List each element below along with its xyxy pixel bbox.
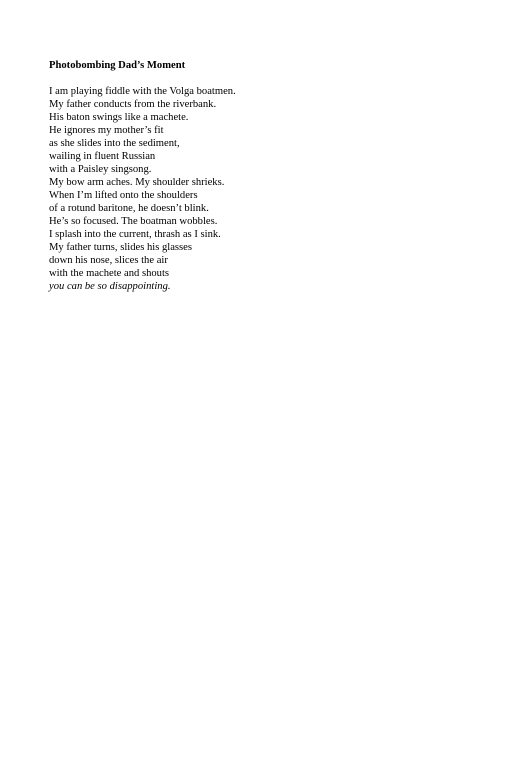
poem-line: I splash into the current, thrash as I sink. [49, 229, 221, 240]
poem-line: He’s so focused. The boatman wobbles. [49, 216, 218, 227]
poem-closing-line: you can be so disappointing. [49, 281, 171, 292]
poem-line: His baton swings like a machete. [49, 112, 189, 123]
poem-line: When I’m lifted onto the shoulders [49, 190, 198, 201]
poem-line: He ignores my mother’s fit [49, 125, 164, 136]
poem-line: My bow arm aches. My shoulder shrieks. [49, 177, 225, 188]
poem-line: down his nose, slices the air [49, 255, 168, 266]
poem-line: with a Paisley singsong. [49, 164, 152, 175]
poem-line: My father conducts from the riverbank. [49, 99, 217, 110]
poem-line: wailing in fluent Russian [49, 151, 156, 162]
poem-title: Photobombing Dad’s Moment [49, 60, 186, 71]
poem-line: as she slides into the sediment, [49, 138, 180, 149]
poem [49, 59, 489, 293]
poem-line: of a rotund baritone, he doesn’t blink. [49, 203, 209, 214]
poem-line: My father turns, slides his glasses [49, 242, 193, 253]
poem-line: with the machete and shouts [49, 268, 170, 279]
poem-body [49, 85, 489, 293]
poem-line: I am playing fiddle with the Volga boatmen. [49, 86, 236, 97]
